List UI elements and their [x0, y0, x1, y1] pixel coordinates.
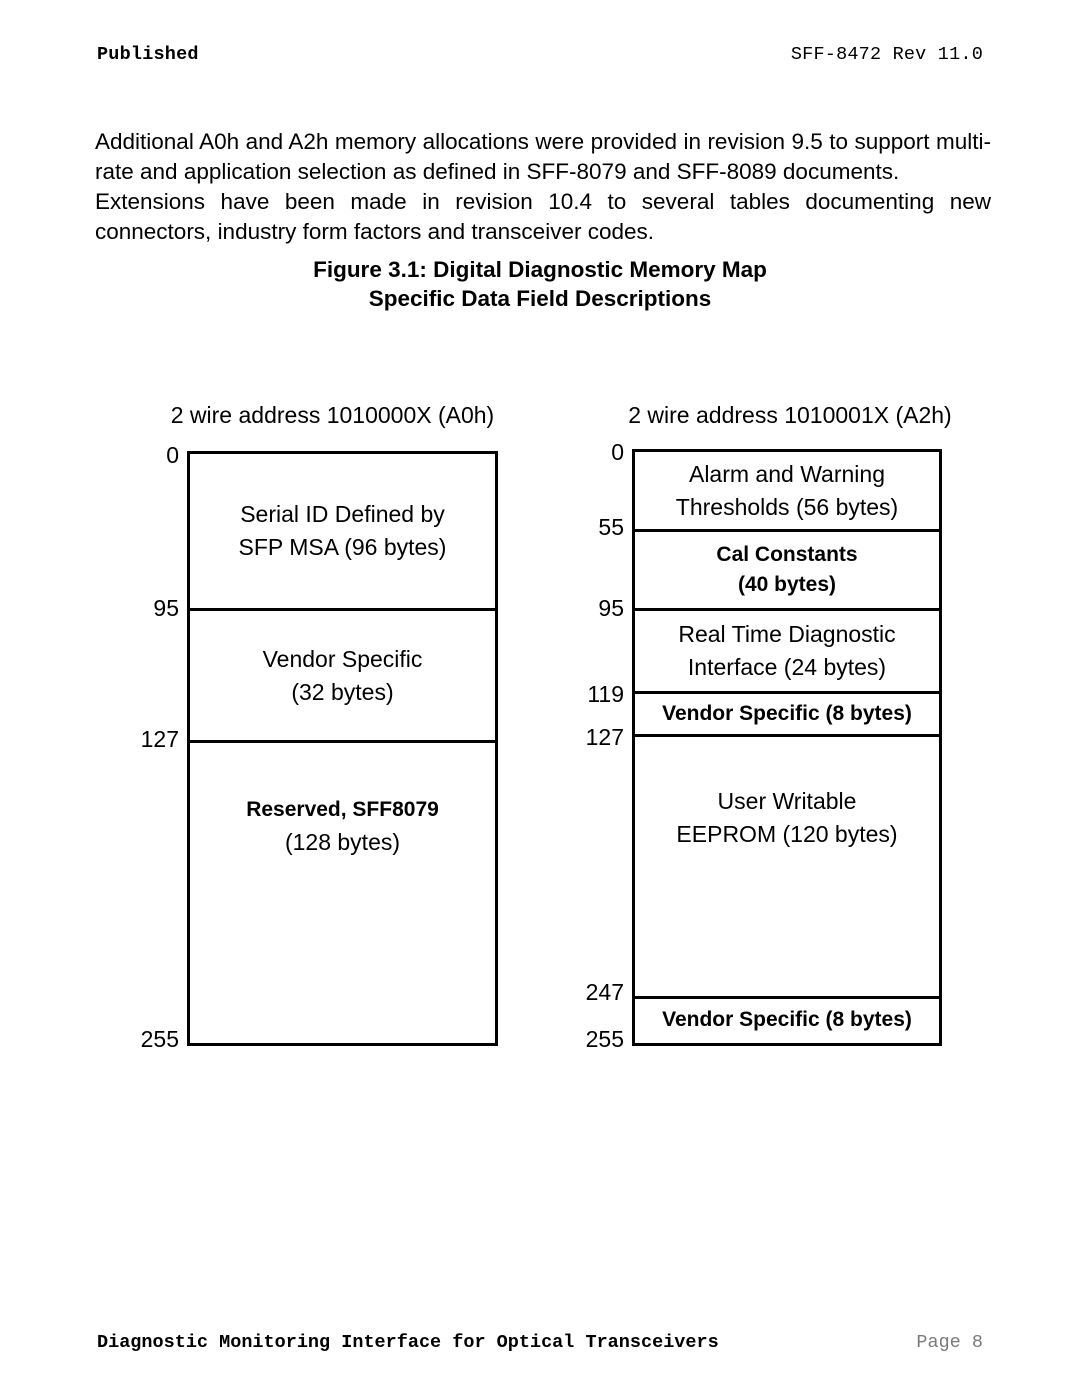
memory-block-line-1: Alarm and Warning — [688, 460, 885, 487]
memory-block-cal-constants — [635, 529, 939, 608]
memory-map-diagram — [0, 398, 1080, 1058]
memory-block-line-1: Serial ID Defined by — [240, 501, 445, 527]
memory-block-vendor-specific-32 — [190, 608, 495, 740]
memory-block-user-writable-eeprom — [635, 734, 939, 996]
address-label-a2h-247: 247 — [585, 979, 624, 1005]
memory-block-alarm-warning-thresholds — [635, 452, 939, 529]
page-footer — [97, 1332, 983, 1353]
memory-block-line-1: Reserved, SFF8079 — [246, 798, 439, 821]
address-label-a2h-0: 0 — [611, 439, 624, 465]
memory-block-line-1: Real Time Diagnostic — [678, 621, 896, 647]
memory-block-real-time-diagnostic — [635, 608, 939, 691]
memory-block-line-2: Thresholds (56 bytes) — [675, 493, 899, 520]
column-title-a2h: 2 wire address 1010001X (A2h) — [628, 402, 952, 428]
memory-block-line-1: Vendor Specific (8 bytes) — [662, 1007, 912, 1031]
memory-block-line-1: Vendor Specific — [262, 645, 423, 672]
footer-document-title: Diagnostic Monitoring Interface for Optical Transceivers — [97, 1332, 719, 1353]
figure-title-line-1: Figure 3.1: Digital Diagnostic Memory Map — [313, 257, 767, 282]
address-label-a2h-95: 95 — [598, 595, 624, 621]
address-label-a0h-255: 255 — [140, 1026, 179, 1052]
address-label-a0h-0: 0 — [166, 442, 179, 468]
memory-block-line-2: (40 bytes) — [737, 573, 837, 596]
memory-column-a2h — [632, 449, 942, 1046]
address-label-a2h-255: 255 — [585, 1026, 624, 1052]
figure-title — [0, 255, 1080, 313]
footer-page-number: Page 8 — [916, 1332, 983, 1353]
document-status-label: Published — [97, 44, 199, 65]
memory-block-line-2: (32 bytes) — [291, 678, 394, 705]
paragraph-memory-allocations: Additional A0h and A2h memory allocations were provided in revision 9.5 to support multi-rate and application selection as defined in SFF-8079 and SFF-8089 documents. — [95, 128, 991, 184]
memory-block-line-2: EEPROM (120 bytes) — [676, 821, 898, 847]
memory-block-line-2: (128 bytes) — [284, 829, 401, 855]
memory-column-a0h — [187, 451, 498, 1046]
memory-block-line-1: User Writable — [717, 788, 857, 814]
page-header — [97, 44, 983, 68]
figure-title-line-2: Specific Data Field Descriptions — [368, 286, 712, 311]
memory-block-serial-id — [190, 454, 495, 608]
memory-block-line-2: Interface (24 bytes) — [687, 654, 887, 680]
memory-block-reserved-sff8079 — [190, 740, 495, 1043]
memory-block-vendor-specific-8-lower — [635, 996, 939, 1040]
address-label-a2h-119: 119 — [587, 681, 624, 707]
memory-block-line-2: SFP MSA (96 bytes) — [238, 534, 447, 560]
paragraph-extensions: Extensions have been made in revision 10.4 to several tables documenting new connectors, industry form factors and transceiver codes. — [95, 188, 991, 244]
memory-block-line-1: Cal Constants — [716, 543, 858, 566]
address-label-a2h-127: 127 — [585, 724, 624, 750]
memory-block-line-1: Vendor Specific (8 bytes) — [662, 702, 912, 725]
address-label-a2h-55: 55 — [598, 514, 624, 540]
column-title-a0h: 2 wire address 1010000X (A0h) — [170, 402, 495, 428]
document-revision-label: SFF-8472 Rev 11.0 — [790, 44, 983, 65]
address-label-a0h-95: 95 — [153, 595, 179, 621]
memory-block-vendor-specific-8-upper — [635, 691, 939, 734]
address-label-a0h-127: 127 — [140, 726, 179, 752]
